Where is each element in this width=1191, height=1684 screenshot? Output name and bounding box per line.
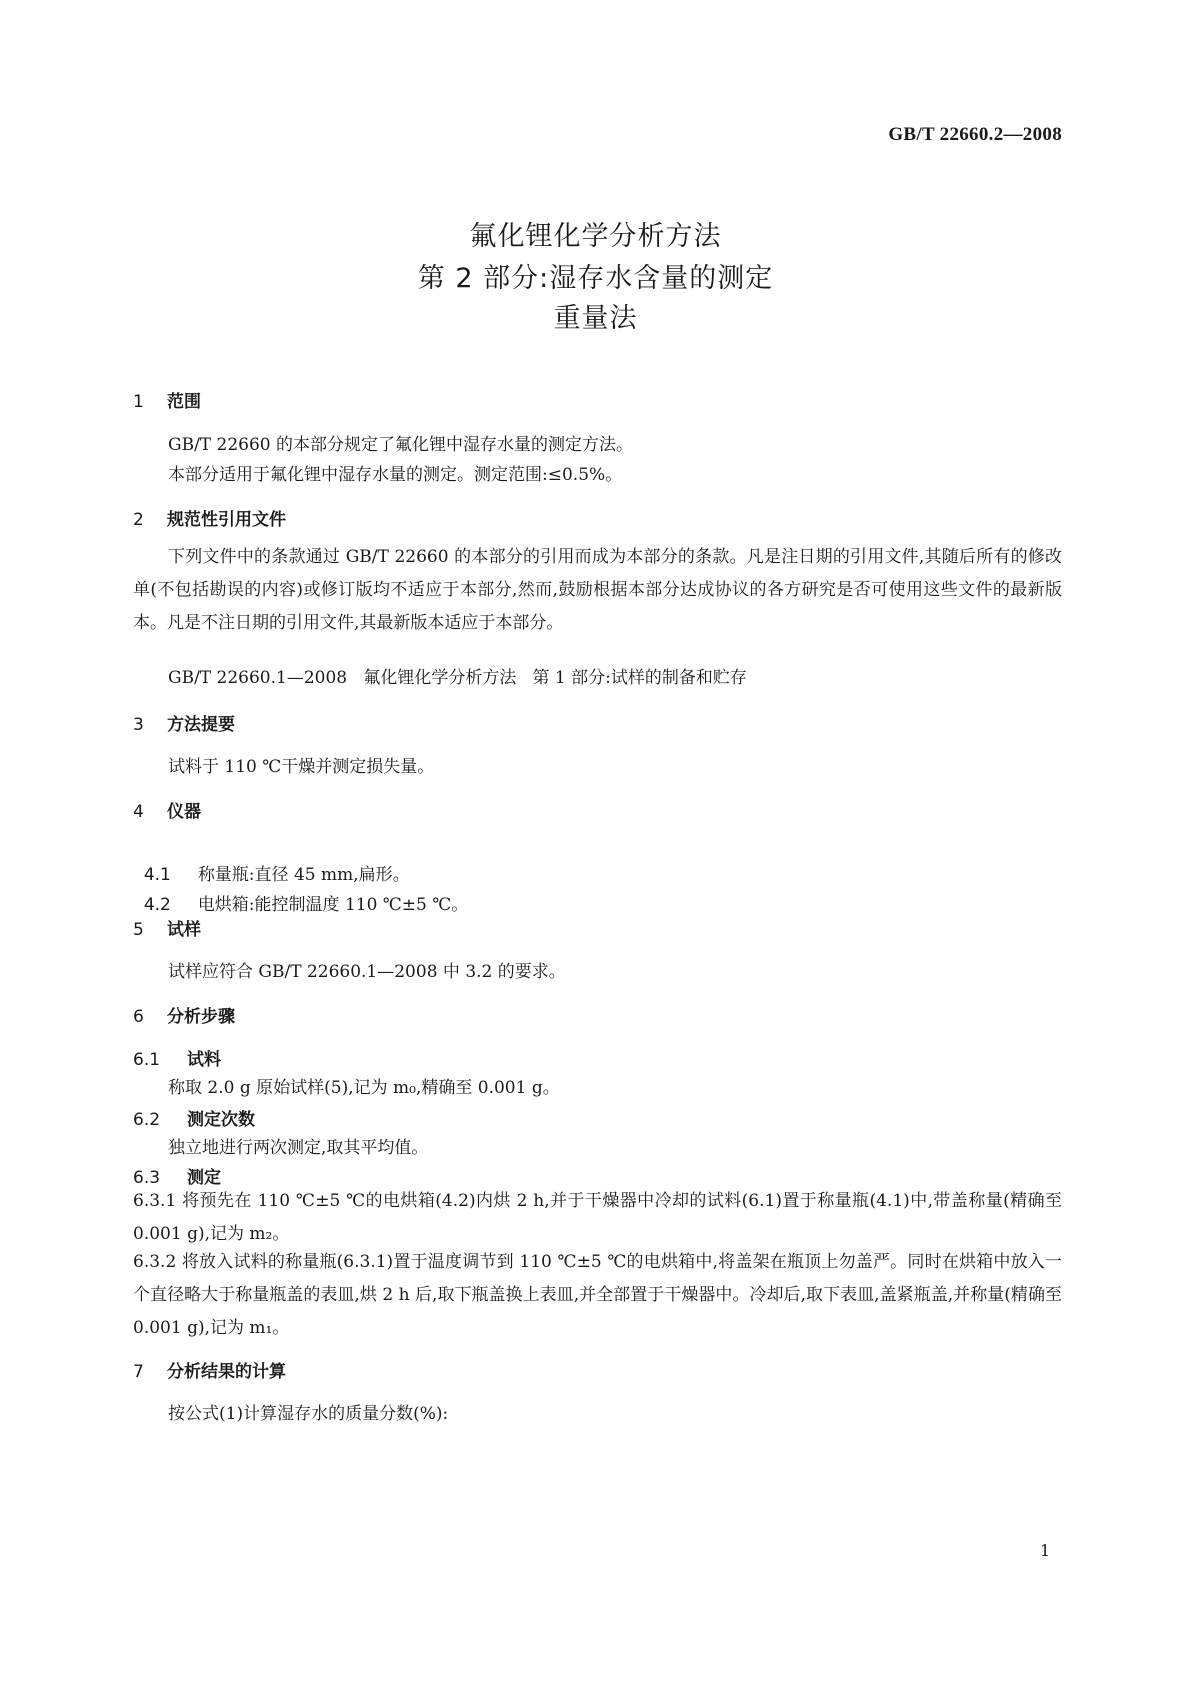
clause-6-3-1: 6.3.1 将预先在 110 ℃±5 ℃的电烘箱(4.2)内烘 2 h,并于干燥器中冷却的试料(6.1)置于称量瓶(4.1)中,带盖称量(精确至 0.001 g),记为 m₂。: [133, 1191, 1062, 1244]
section-5-paragraph: 试样应符合 GB/T 22660.1—2008 中 3.2 的要求。: [168, 962, 566, 982]
document-title-line1: 氟化锂化学分析方法: [469, 221, 722, 252]
section-title: 范围: [167, 392, 201, 412]
section-1-paragraph-2: 本部分适用于氟化锂中湿存水量的测定。测定范围:≤0.5%。: [168, 465, 623, 485]
document-title-line3: 重量法: [553, 303, 638, 334]
section-number: 7: [133, 1362, 144, 1382]
section-1-heading: [133, 387, 201, 412]
section-title: 规范性引用文件: [167, 510, 286, 530]
section-title: 分析步骤: [167, 1007, 235, 1027]
subsection-title: 测定: [187, 1168, 221, 1188]
section-title: 试样: [167, 920, 201, 940]
item-text: 电烘箱:能控制温度 110 ℃±5 ℃。: [197, 895, 469, 915]
subsection-number: 6.1: [133, 1050, 161, 1070]
section-7-heading: [133, 1357, 286, 1382]
section-7-paragraph: 按公式(1)计算湿存水的质量分数(%):: [168, 1404, 449, 1424]
section-2-heading: [133, 505, 286, 530]
subsection-title: 试料: [187, 1050, 221, 1070]
section-number: 1: [133, 392, 144, 412]
item-number: 4.2: [143, 895, 171, 915]
page-number: 1: [1040, 1541, 1051, 1560]
section-number: 2: [133, 510, 144, 530]
normative-reference: GB/T 22660.1—2008 氟化锂化学分析方法 第 1 部分:试样的制备和贮存: [168, 668, 747, 688]
subsection-6-2-text: 独立地进行两次测定,取其平均值。: [168, 1138, 429, 1158]
subsection-6-2-heading: [133, 1105, 255, 1130]
clause-6-3-2: 6.3.2 将放入试料的称量瓶(6.3.1)置于温度调节到 110 ℃±5 ℃的电烘箱中,将盖架在瓶顶上勿盖严。同时在烘箱中放入一个直径略大于称量瓶盖的表皿,烘 2 h 后,取下瓶盖换上表皿,并全部置于干燥器中。冷却后,取下表皿,盖紧瓶盖,并称量(精确至 0.001 g),记为 m₁。: [133, 1252, 1062, 1338]
section-number: 4: [133, 802, 144, 822]
subsection-number: 6.3: [133, 1168, 161, 1188]
item-text: 称量瓶:直径 45 mm,扁形。: [197, 865, 410, 885]
section-title: 仪器: [167, 802, 201, 822]
subsection-6-1-heading: [133, 1045, 221, 1070]
standard-number: GB/T 22660.2—2008: [888, 124, 1062, 145]
subsection-number: 6.2: [133, 1110, 161, 1130]
subsection-title: 测定次数: [187, 1110, 255, 1130]
section-3-paragraph: 试料于 110 ℃干燥并测定损失量。: [168, 757, 435, 777]
section-title: 分析结果的计算: [167, 1362, 286, 1382]
subsection-6-1-text: 称取 2.0 g 原始试样(5),记为 m₀,精确至 0.001 g。: [168, 1078, 560, 1098]
item-number: 4.1: [143, 865, 171, 885]
section-number: 5: [133, 920, 144, 940]
apparatus-item-4-2: [133, 870, 468, 915]
section-3-heading: [133, 710, 235, 735]
section-2-paragraph: 下列文件中的条款通过 GB/T 22660 的本部分的引用而成为本部分的条款。凡是注日期的引用文件,其随后所有的修改单(不包括勘误的内容)或修订版均不适应于本部分,然而,鼓励根据本部分达成协议的各方研究是否可使用这些文件的最新版本。凡是不注日期的引用文件,其最新版本适应于本部分。: [133, 547, 1062, 633]
section-4-heading: [133, 797, 201, 822]
section-1-paragraph-1: GB/T 22660 的本部分规定了氟化锂中湿存水量的测定方法。: [168, 435, 634, 455]
section-5-heading: [133, 915, 201, 940]
section-title: 方法提要: [167, 715, 235, 735]
document-title-line2: 第 2 部分:湿存水含量的测定: [417, 263, 774, 294]
section-6-heading: [133, 1002, 235, 1027]
section-number: 6: [133, 1007, 144, 1027]
section-number: 3: [133, 715, 144, 735]
